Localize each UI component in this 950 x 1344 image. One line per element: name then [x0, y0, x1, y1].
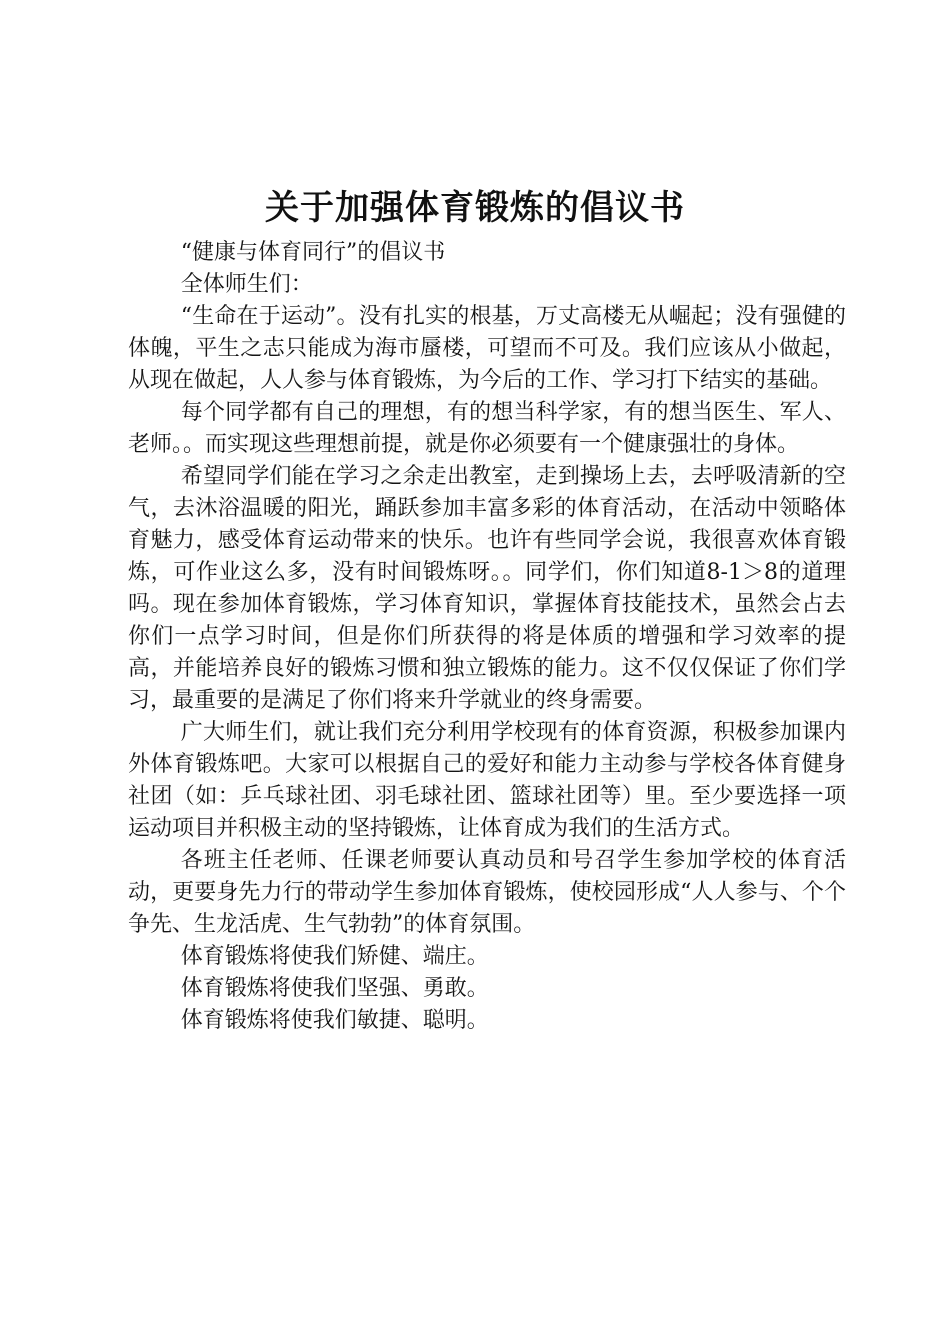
salutation: 全体师生们：: [180, 272, 313, 297]
closing-line: 体育锻炼将使我们敏捷、聪明。: [180, 1008, 489, 1033]
closing-line: 体育锻炼将使我们矫健、端庄。: [180, 944, 489, 969]
closing-line: 体育锻炼将使我们坚强、勇敢。: [180, 976, 489, 1001]
body-paragraph: “生命在于运动”。没有扎实的根基，万丈高楼无从崛起；没有强健的体魄，平生之志只能成为海市蜃楼，可望而不可及。我们应该从小做起，从现在做起，人人参与体育锻炼，为今后的工作、学习打下结实的基础。: [128, 304, 846, 393]
document-body: [128, 237, 846, 1037]
body-paragraph: 各班主任老师、任课老师要认真动员和号召学生参加学校的体育活动，更要身先力行的带动学生参加体育锻炼，使校园形成“人人参与、个个争先、生龙活虎、生气勃勃”的体育氛围。: [128, 848, 846, 937]
subtitle-line: “健康与体育同行”的倡议书: [180, 240, 446, 265]
body-paragraph: 广大师生们，就让我们充分利用学校现有的体育资源，积极参加课内外体育锻炼吧。大家可以根据自己的爱好和能力主动参与学校各体育健身社团（如：乒乓球社团、羽毛球社团、篮球社团等）里。至少要选择一项运动项目并积极主动的坚持锻炼，让体育成为我们的生活方式。: [128, 720, 846, 841]
document-title: 关于加强体育锻炼的倡议书: [265, 188, 685, 228]
body-paragraph: 希望同学们能在学习之余走出教室，走到操场上去，去呼吸清新的空气，去沐浴温暖的阳光，踊跃参加丰富多彩的体育活动，在活动中领略体育魅力，感受体育运动带来的快乐。也许有些同学会说，我很喜欢体育锻炼，可作业这么多，没有时间锻炼呀。。同学们，你们知道8-1＞8的道理吗。现在参加体育锻炼，学习体育知识，掌握体育技能技术，虽然会占去你们一点学习时间，但是你们所获得的将是体质的增强和学习效率的提高，并能培养良好的锻炼习惯和独立锻炼的能力。这不仅仅保证了你们学习，最重要的是满足了你们将来升学就业的终身需要。: [128, 464, 846, 713]
body-paragraph: 每个同学都有自己的理想，有的想当科学家，有的想当医生、军人、老师。。而实现这些理想前提，就是你必须要有一个健康强壮的身体。: [128, 400, 846, 457]
